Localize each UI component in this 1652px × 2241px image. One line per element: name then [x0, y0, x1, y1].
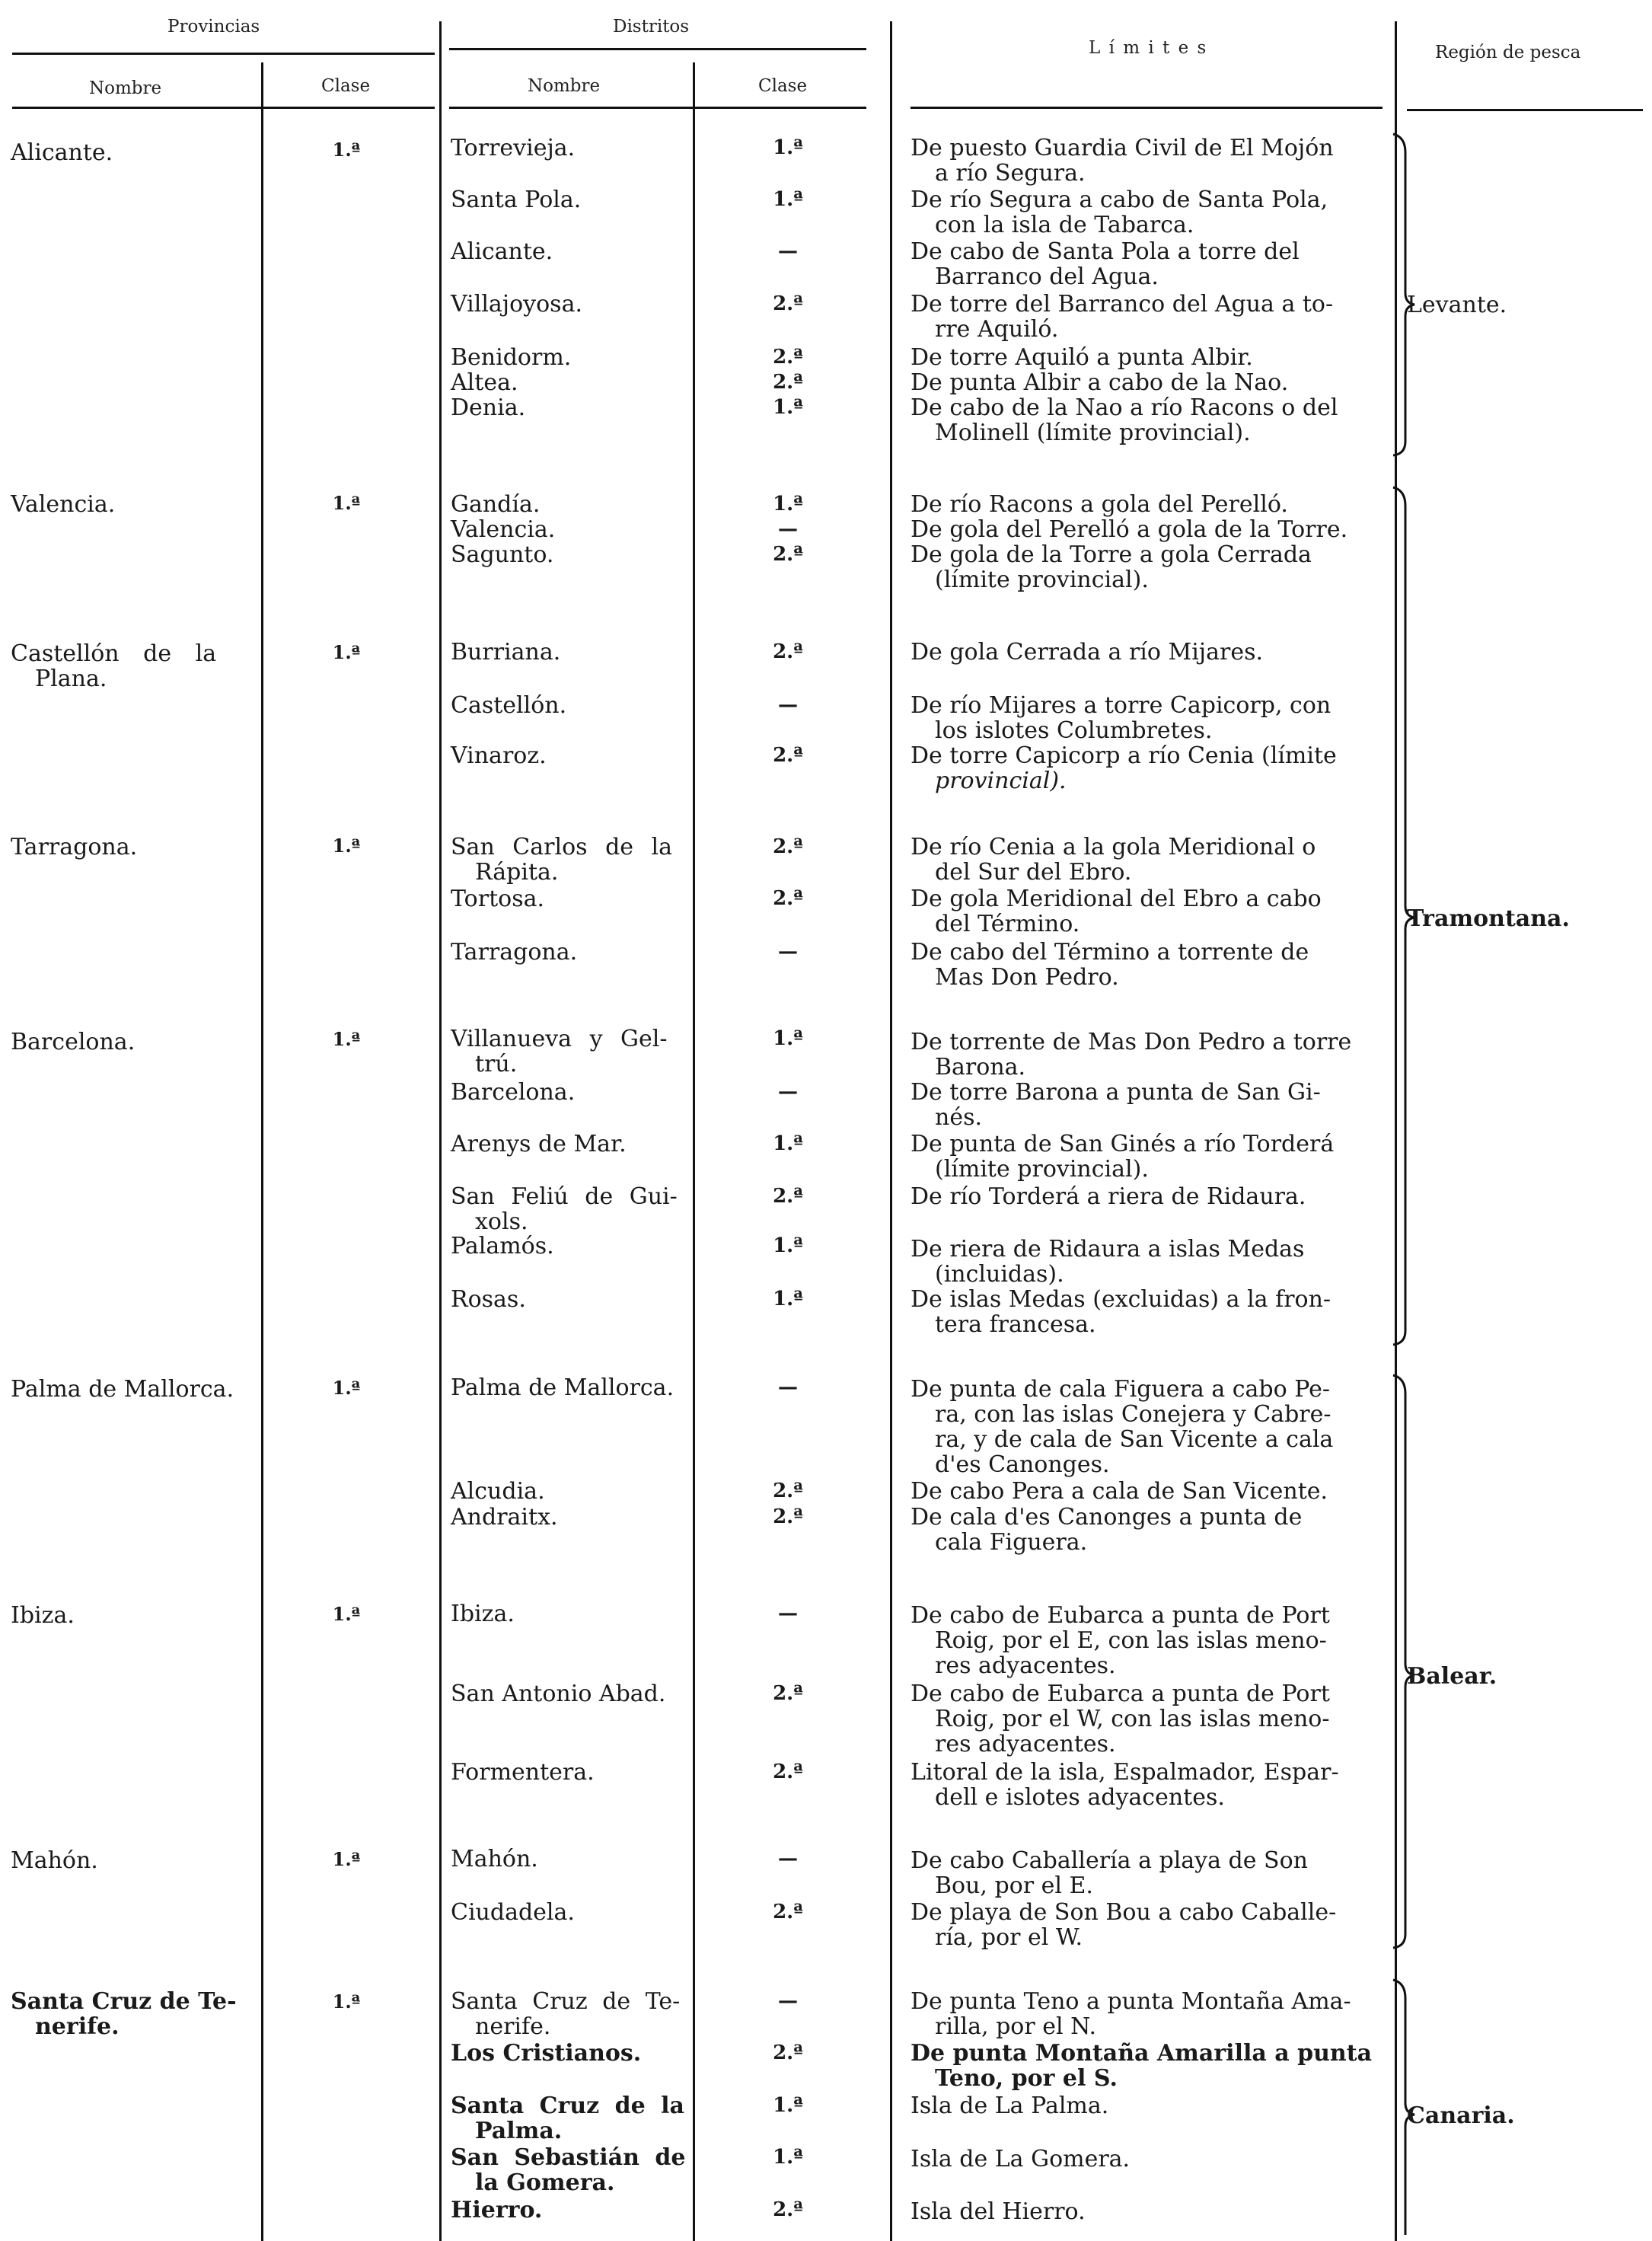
district-name-block — [451, 2145, 694, 2195]
district-limits: De punta Albir a cabo de la Nao. — [911, 369, 1289, 396]
district-limits — [911, 693, 1386, 743]
province-class: 1.ª — [332, 1990, 361, 2013]
district-limits — [911, 1760, 1386, 1810]
district-limits — [911, 1848, 1386, 1898]
district-limits: Isla de La Gomera. — [911, 2146, 1131, 2172]
district-name: Mahón. — [451, 1846, 538, 1872]
district-limits — [911, 1681, 1386, 1757]
limits-line: De torre Barona a punta de San Gi- — [911, 1079, 1321, 1106]
header-rule-bottom-mid — [449, 107, 866, 109]
province-name: Palma de Mallorca. — [11, 1376, 234, 1403]
region-label: Tramontana. — [1407, 905, 1570, 932]
limits-line: De gola Meridional del Ebro a cabo — [911, 886, 1322, 912]
district-name: Arenys de Mar. — [451, 1131, 627, 1157]
limits-line: De río Mijares a torre Capicorp, con — [911, 692, 1331, 719]
province-name: Valencia. — [11, 491, 116, 518]
limits-line: rilla, por el N. — [935, 2013, 1096, 2040]
limits-line: De riera de Ridaura a islas Medas — [911, 1236, 1305, 1263]
district-class: 1.ª — [773, 188, 803, 211]
limits-line: cala Figuera. — [935, 1529, 1088, 1556]
district-class: 1.ª — [773, 1288, 803, 1310]
header-provincias: Provincias — [167, 17, 260, 37]
district-class: 2.ª — [773, 292, 803, 315]
limits-line: ra, con las islas Conejera y Cabre- — [935, 1401, 1331, 1428]
limits-line: De cabo de Eubarca a punta de Port — [911, 1602, 1330, 1629]
district-class: 1.ª — [773, 1132, 803, 1155]
limits-line: De río Cenia a la gola Meridional o — [911, 834, 1316, 860]
district-limits — [911, 292, 1386, 342]
district-name: Andraitx. — [451, 1504, 558, 1531]
district-name-cont: Rápita. — [475, 859, 559, 886]
limits-line: De punta de cala Figuera a cabo Pe- — [911, 1376, 1330, 1403]
header-rule-distritos — [449, 48, 866, 50]
region-label: Canaria. — [1407, 2102, 1515, 2129]
district-class: 2.ª — [773, 346, 803, 369]
district-name: San Sebastián de — [451, 2144, 686, 2171]
province-name-block — [11, 1989, 254, 2039]
district-name: Ciudadela. — [451, 1899, 575, 1926]
district-name: Palma de Mallorca. — [451, 1374, 675, 1401]
region-label: Levante. — [1407, 292, 1507, 318]
district-class: 1.ª — [773, 2146, 803, 2169]
province-name: Tarragona. — [11, 834, 138, 860]
limits-line: De cabo del Término a torrente de — [911, 939, 1309, 966]
district-class: 1.ª — [773, 2094, 803, 2117]
province-class: 1.ª — [332, 1603, 361, 1625]
district-limits — [911, 1603, 1386, 1678]
district-name: Villajoyosa. — [451, 291, 582, 318]
limits-line: De cabo de la Nao a río Racons o del — [911, 394, 1338, 421]
district-limits — [911, 835, 1386, 885]
header-nombre-prov: Nombre — [89, 78, 162, 98]
limits-line: a río Segura. — [935, 160, 1086, 187]
district-limits — [911, 743, 1386, 793]
column-rule-distritos — [890, 21, 892, 2241]
district-name: Santa Cruz de Te- — [451, 1988, 681, 2015]
district-class: 1.ª — [773, 136, 803, 159]
header-clase-dist: Clase — [758, 76, 808, 96]
district-class: 2.ª — [773, 2041, 803, 2064]
district-name: Gandía. — [451, 491, 541, 518]
district-name: Valencia. — [451, 516, 556, 543]
province-name-block — [11, 641, 254, 691]
limits-line: De punta de San Ginés a río Torderá — [911, 1131, 1335, 1157]
district-class: — — [778, 1081, 798, 1103]
limits-line: Roig, por el E, con las islas meno- — [935, 1627, 1327, 1654]
district-class: — — [778, 240, 798, 263]
district-name-block — [451, 1989, 694, 2039]
district-limits: De gola Cerrada a río Mijares. — [911, 639, 1264, 666]
limits-line: De torre del Barranco del Agua a to- — [911, 291, 1334, 318]
district-limits — [911, 2041, 1386, 2091]
district-limits: De cabo Pera a cala de San Vicente. — [911, 1478, 1328, 1505]
limits-line: (límite provincial). — [935, 567, 1149, 593]
district-name: Alcudia. — [451, 1478, 545, 1505]
header-rule-bottom-left — [12, 107, 435, 109]
district-name: Torrevieja. — [451, 135, 576, 161]
district-class: 2.ª — [773, 1185, 803, 1208]
district-limits: De gola del Perelló a gola de la Torre. — [911, 516, 1348, 543]
district-class: — — [778, 518, 798, 541]
district-class: 2.ª — [773, 543, 803, 566]
district-class: 2.ª — [773, 1682, 803, 1705]
header-rule-limites — [911, 107, 1383, 109]
limits-line: De cala d'es Canonges a punta de — [911, 1504, 1303, 1531]
district-name: Tarragona. — [451, 939, 578, 966]
district-name: Rosas. — [451, 1286, 526, 1313]
district-name: Burriana. — [451, 639, 561, 666]
district-limits — [911, 1030, 1386, 1080]
district-name: San Carlos de la — [451, 834, 673, 860]
province-class: 1.ª — [332, 492, 361, 514]
province-name-cont: nerife. — [35, 2013, 120, 2040]
district-class: — — [778, 940, 798, 963]
district-class: 2.ª — [773, 835, 803, 858]
province-class: 1.ª — [332, 835, 361, 857]
limits-line: (incluidas). — [935, 1261, 1064, 1288]
limits-line: d'es Canonges. — [935, 1451, 1110, 1478]
district-limits — [911, 1237, 1386, 1287]
limits-line: ra, y de cala de San Vicente a cala — [935, 1426, 1334, 1453]
district-limits: De torre Aquiló a punta Albir. — [911, 344, 1253, 371]
limits-line: De punta Teno a punta Montaña Ama- — [911, 1988, 1351, 2015]
district-name: San Antonio Abad. — [451, 1681, 666, 1707]
limits-line: rre Aquiló. — [935, 316, 1059, 343]
district-class: 2.ª — [773, 744, 803, 767]
district-limits — [911, 886, 1386, 937]
limits-line: nés. — [935, 1104, 983, 1131]
limits-line: ría, por el W. — [935, 1924, 1083, 1951]
district-name: Vinaroz. — [451, 742, 547, 769]
district-class: 2.ª — [773, 1761, 803, 1783]
district-name-block — [451, 2093, 694, 2144]
province-name: Mahón. — [11, 1847, 98, 1874]
district-limits — [911, 1287, 1386, 1337]
limits-line: De cabo Caballería a playa de Son — [911, 1847, 1308, 1874]
limits-line: provincial). — [935, 768, 1067, 794]
district-name: Tortosa. — [451, 886, 545, 912]
limits-line: dell e islotes adyacentes. — [935, 1784, 1225, 1811]
limits-line: Barona. — [935, 1054, 1026, 1081]
district-class: — — [778, 1376, 798, 1399]
province-name-cont: Plana. — [35, 666, 107, 692]
province-name: Barcelona. — [11, 1029, 136, 1055]
district-class: 1.ª — [773, 1027, 803, 1050]
district-class: 2.ª — [773, 887, 803, 910]
limits-line: Roig, por el W, con las islas meno- — [935, 1706, 1330, 1732]
district-name: Benidorm. — [451, 344, 572, 371]
district-class: 2.ª — [773, 1480, 803, 1502]
limits-line: De gola de la Torre a gola Cerrada — [911, 541, 1312, 568]
limits-line: Barranco del Agua. — [935, 263, 1159, 290]
province-class: 1.ª — [332, 1377, 361, 1399]
district-name-cont: la Gomera. — [475, 2169, 615, 2196]
district-limits — [911, 239, 1386, 289]
district-name: Santa Pola. — [451, 187, 582, 213]
district-limits — [911, 395, 1386, 445]
district-class: — — [778, 694, 798, 717]
column-rule-provincias — [439, 21, 442, 2241]
district-limits — [911, 1989, 1386, 2039]
district-name-block — [451, 1026, 694, 1077]
district-limits — [911, 136, 1386, 186]
district-limits — [911, 1132, 1386, 1182]
header-distritos: Distritos — [613, 17, 690, 37]
district-name: Hierro. — [451, 2197, 543, 2223]
district-name-block — [451, 835, 694, 885]
limits-line: del Término. — [935, 911, 1080, 937]
header-rule-region — [1407, 109, 1643, 111]
column-rule-prov-name — [261, 62, 263, 2241]
district-name: Formentera. — [451, 1759, 595, 1786]
district-name: Castellón. — [451, 692, 567, 719]
province-class: 1.ª — [332, 641, 361, 663]
district-limits — [911, 1900, 1386, 1950]
province-name: Alicante. — [11, 139, 113, 166]
province-name: Castellón de la — [11, 640, 217, 667]
limits-line: De río Segura a cabo de Santa Pola, — [911, 187, 1328, 213]
district-class: 2.ª — [773, 1901, 803, 1923]
district-class: 1.ª — [773, 1234, 803, 1257]
limits-line: De islas Medas (excluidas) a la fron- — [911, 1286, 1331, 1313]
header-nombre-dist: Nombre — [528, 76, 601, 96]
district-name: Altea. — [451, 369, 518, 396]
district-name: Palamós. — [451, 1233, 554, 1259]
district-class: — — [778, 1602, 798, 1625]
district-class: 2.ª — [773, 640, 803, 663]
district-name-cont: nerife. — [475, 2013, 551, 2040]
district-name: Los Cristianos. — [451, 2040, 642, 2067]
limits-line: Molinell (límite provincial). — [935, 420, 1251, 446]
limits-line: De torre Capicorp a río Cenia (límite — [911, 742, 1337, 769]
district-class: 1.ª — [773, 493, 803, 516]
district-limits: De río Torderá a riera de Ridaura. — [911, 1183, 1306, 1210]
district-class: 2.ª — [773, 2198, 803, 2221]
district-class: 2.ª — [773, 1505, 803, 1528]
province-class: 1.ª — [332, 1028, 361, 1050]
limits-line: De puesto Guardia Civil de El Mojón — [911, 135, 1334, 161]
district-class: 2.ª — [773, 371, 803, 394]
district-name: Denia. — [451, 394, 526, 421]
limits-line: De torrente de Mas Don Pedro a torre — [911, 1029, 1352, 1055]
district-name: Ibiza. — [451, 1601, 515, 1627]
district-name-block — [451, 1184, 694, 1234]
province-class: 1.ª — [332, 1848, 361, 1870]
district-limits — [911, 1080, 1386, 1130]
district-class: 1.ª — [773, 396, 803, 419]
district-limits — [911, 187, 1386, 238]
district-name: Santa Cruz de la — [451, 2093, 684, 2119]
province-name: Santa Cruz de Te- — [11, 1988, 237, 2015]
district-limits: Isla del Hierro. — [911, 2198, 1086, 2225]
limits-line: De punta Montaña Amarilla a punta — [911, 2040, 1373, 2067]
province-name: Ibiza. — [11, 1602, 75, 1629]
column-rule-limites — [1395, 21, 1397, 2241]
limits-line: los islotes Columbretes. — [935, 717, 1213, 744]
header-rule-provincias — [12, 53, 435, 55]
header-region: Región de pesca — [1435, 43, 1581, 62]
limits-line: Mas Don Pedro. — [935, 964, 1119, 991]
region-label: Balear. — [1407, 1663, 1497, 1690]
district-limits — [911, 940, 1386, 990]
limits-line: del Sur del Ebro. — [935, 859, 1132, 886]
district-class: — — [778, 1847, 798, 1870]
header-clase-prov: Clase — [321, 76, 371, 96]
limits-line: (límite provincial). — [935, 1156, 1149, 1183]
limits-line: Teno, por el S. — [935, 2065, 1118, 2092]
district-limits: De río Racons a gola del Perelló. — [911, 491, 1288, 518]
district-limits: Isla de La Palma. — [911, 2093, 1109, 2119]
header-limites: L í m i t e s — [1089, 38, 1208, 58]
district-limits — [911, 1377, 1386, 1477]
district-name-cont: trú. — [475, 1051, 518, 1077]
district-name: Villanueva y Gel- — [451, 1026, 668, 1052]
limits-line: Litoral de la isla, Espalmador, Espar- — [911, 1759, 1339, 1786]
district-name: Barcelona. — [451, 1079, 576, 1106]
limits-line: tera francesa. — [935, 1311, 1096, 1338]
limits-line: De cabo de Eubarca a punta de Port — [911, 1681, 1330, 1707]
province-class: 1.ª — [332, 139, 361, 161]
limits-line: De playa de Son Bou a cabo Caballe- — [911, 1899, 1337, 1926]
district-limits — [911, 542, 1386, 592]
district-name: Alicante. — [451, 238, 553, 265]
district-name: San Feliú de Gui- — [451, 1183, 678, 1210]
limits-line: res adyacentes. — [935, 1731, 1116, 1757]
limits-line: con la isla de Tabarca. — [935, 212, 1194, 238]
district-name-cont: xols. — [475, 1208, 528, 1235]
district-name: Sagunto. — [451, 541, 554, 568]
limits-line: De cabo de Santa Pola a torre del — [911, 238, 1300, 265]
district-limits — [911, 1505, 1386, 1555]
district-name-cont: Palma. — [475, 2118, 563, 2144]
limits-line: Bou, por el E. — [935, 1872, 1093, 1899]
limits-line: res adyacentes. — [935, 1652, 1116, 1679]
district-class: — — [778, 1990, 798, 2013]
